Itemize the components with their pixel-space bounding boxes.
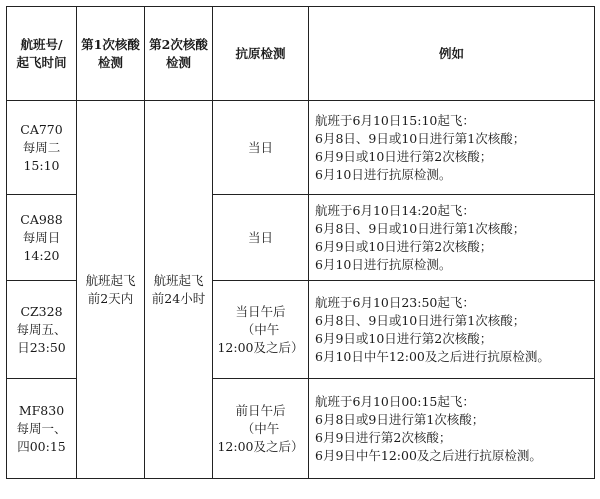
table-row [7, 101, 595, 195]
header-flight: 航班号/ 起飞时间 [7, 7, 77, 101]
header-example: 例如 [309, 7, 595, 101]
header-test2: 第2次核酸 检测 [145, 7, 213, 101]
example-cell: 航班于6月10日15:10起飞： 6月8日、9日或10日进行第1次核酸； 6月9日或10日进行第2次核酸； 6月10日进行抗原检测。 [309, 101, 595, 195]
flight-cell: MF830 每周一、 四00:15 [7, 379, 77, 479]
antigen-cell: 当日 [213, 195, 309, 281]
example-cell: 航班于6月10日14:20起飞： 6月8日、9日或10日进行第1次核酸； 6月9日或10日进行第2次核酸； 6月10日进行抗原检测。 [309, 195, 595, 281]
header-test1: 第1次核酸 检测 [77, 7, 145, 101]
antigen-cell: 当日午后 （中午 12:00及之后） [213, 281, 309, 379]
flight-cell: CA770 每周二 15:10 [7, 101, 77, 195]
test1-shared-cell: 航班起飞 前2天内 [77, 101, 145, 479]
header-row [7, 7, 595, 101]
test2-shared-cell: 航班起飞 前24小时 [145, 101, 213, 479]
example-cell: 航班于6月10日00:15起飞： 6月8日或9日进行第1次核酸； 6月9日进行第2次核酸； 6月9日中午12:00及之后进行抗原检测。 [309, 379, 595, 479]
flight-cell: CA988 每周日 14:20 [7, 195, 77, 281]
antigen-cell: 前日午后 （中午 12:00及之后） [213, 379, 309, 479]
example-cell: 航班于6月10日23:50起飞： 6月8日、9日或10日进行第1次核酸； 6月9日或10日进行第2次核酸； 6月10日中午12:00及之后进行抗原检测。 [309, 281, 595, 379]
flight-testing-table [6, 6, 595, 479]
antigen-cell: 当日 [213, 101, 309, 195]
flight-cell: CZ328 每周五、 日23:50 [7, 281, 77, 379]
header-antigen: 抗原检测 [213, 7, 309, 101]
